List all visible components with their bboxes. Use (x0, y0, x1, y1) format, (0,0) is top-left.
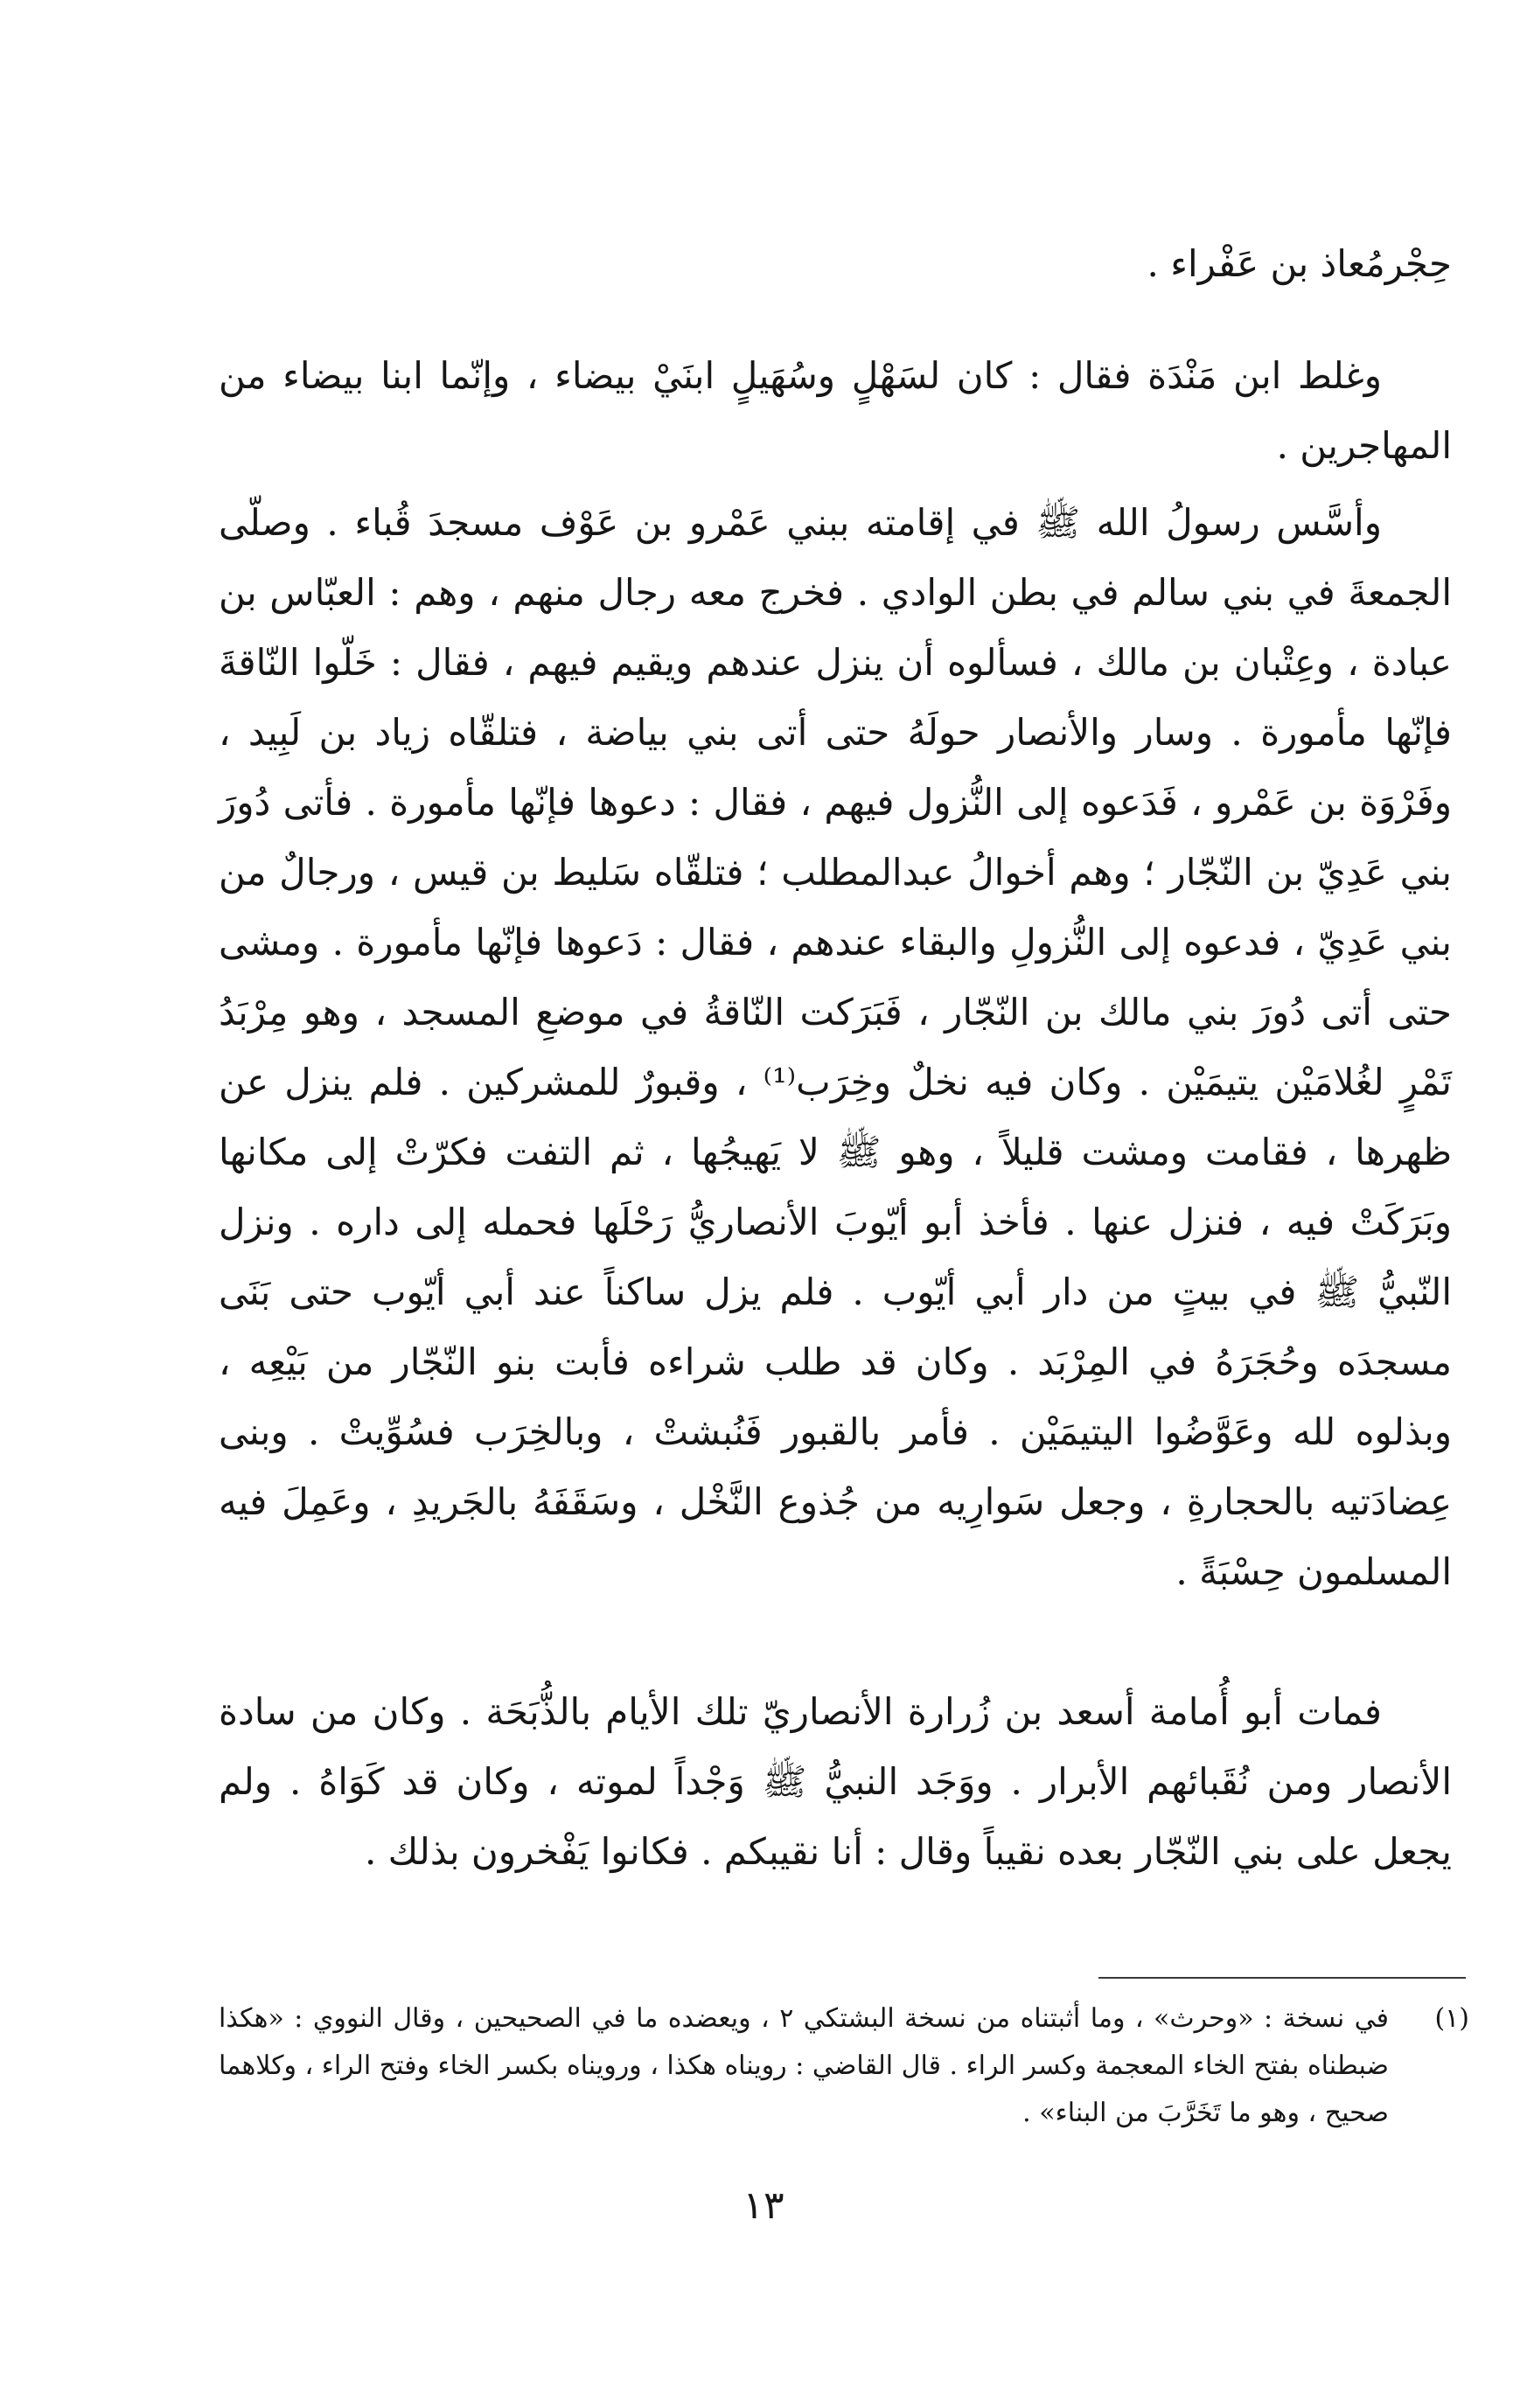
paragraph-2: وأسَّس رسولُ الله ﷺ في إقامته ببني عَمْرو بن عَوْف مسجدَ قُباء . وصلّى الجمعةَ في بني سالم في بطن الوادي . فخرج معه رجال منهم ، وهم : العبّاس بن عبادة ، وعِتْبان بن مالك ، فسألوه أن ينزل عندهم ويقيم فيهم ، فقال : خَلّوا النّاقةَ فإنّها مأمورة . وسار والأنصار حولَهُ حتى أتى بني بياضة ، فتلقّاه زياد بن لَبِيد ، وفَرْوَة بن عَمْرو ، فَدَعوه إلى النُّزول فيهم ، فقال : دعوها فإنّها مأمورة . فأتى دُورَ بني عَدِيّ بن النّجّار ؛ وهم أخوالُ عبدالمطلب ؛ فتلقّاه سَليط بن قيس ، ورجالٌ من بني عَدِيّ ، فدعوه إلى النُّزولِ والبقاء عندهم ، فقال : دَعوها فإنّها مأمورة . ومشى حتى أتى دُورَ بني مالك بن النّجّار ، فَبَرَكت النّاقةُ في موضعِ المسجد ، وهو مِرْبَدُ تَمْرٍ لغُلامَيْن يتيمَيْن . وكان فيه نخلٌ وخِرَب⁽¹⁾ ، وقبورٌ للمشركين . فلم ينزل عن ظهرها ، فقامت ومشت قليلاً ، وهو ﷺ لا يَهيجُها ، ثم التفت فكرّتْ إلى مكانها وبَرَكَتْ فيه ، فنزل عنها . فأخذ أبو أيّوبَ الأنصاريُّ رَحْلَها فحمله إلى داره . ونزل النّبيُّ ﷺ في بيتٍ من دار أبي أيّوب . فلم يزل ساكناً عند أبي أيّوب حتى بَنَى مسجدَه وحُجَرَهُ في المِرْبَد . وكان قد طلب شراءه فأبت بنو النّجّار من بَيْعِه ، وبذلوه لله وعَوَّضُوا اليتيمَيْن . فأمر بالقبور فَنُبشتْ ، وبالخِرَب فسُوِّيتْ . وبنى عِضادَتيه بالحجارةِ ، وجعل سَوارِيه من جُذوع النَّخْل ، وسَقَفَهُ بالجَريدِ ، وعَمِلَ فيه المسلمون حِسْبَةً . (219, 501, 1452, 1593)
intro-paragraph: حِجْرمُعاذ بن عَفْراء . (1147, 242, 1452, 285)
footnote-divider (1098, 1977, 1466, 1979)
intro-line (219, 229, 1452, 299)
paragraph-correction (219, 341, 1452, 481)
paragraph-3: فمات أبو أُمامة أسعد بن زُرارة الأنصاريّ تلك الأيام بالذُّبَحَة . وكان من سادة الأنصار ومن نُقَبائهم الأبرار . ووَجَد النبيُّ ﷺ وَجْداً لموته ، وكان قد كَوَاهُ . ولم يجعل على بني النّجّار بعده نقيباً وقال : أنا نقيبكم . فكانوا يَفْخرون بذلك . (219, 1690, 1452, 1873)
footnote-text: في نسخة : «وحرث» ، وما أثبتناه من نسخة البشتكي ٢ ، ويعضده ما في الصحيحين ، وقال النووي : «هكذا ضبطناه بفتح الخاء المعجمة وكسر الراء . قال القاضي : رويناه هكذا ، ورويناه بكسر الخاء وفتح الراء ، وكلاهما صحيح ، وهو ما تَخَرَّبَ من البناء» . (219, 2003, 1389, 2128)
footnote-number: (١) (1434, 2003, 1469, 2034)
paragraph-1: وغلط ابن مَنْدَة فقال : كان لسَهْلٍ وسُهَيلٍ ابنَيْ بيضاء ، وإنّما ابنا بيضاء من المهاجرين . (219, 354, 1452, 467)
page-number: ١٣ (743, 2183, 784, 2228)
footnote (219, 1995, 1469, 2137)
paragraph-quba-mosque (219, 488, 1452, 1607)
paragraph-asad-death (219, 1677, 1452, 1887)
